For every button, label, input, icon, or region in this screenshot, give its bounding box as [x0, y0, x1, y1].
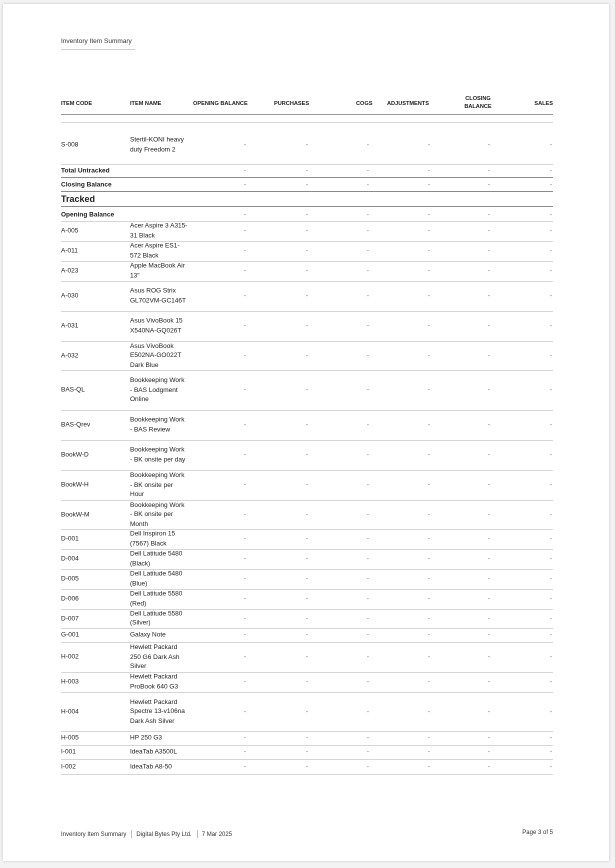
value-cell: -: [243, 481, 247, 489]
header-divider: [61, 114, 553, 115]
value-cell: -: [487, 734, 491, 742]
value-cell: -: [427, 763, 431, 770]
item-code: A-023: [61, 267, 79, 275]
value-cell: -: [549, 511, 553, 518]
value-cell: -: [243, 653, 247, 661]
footer-separator: [197, 830, 198, 838]
value-cell: -: [549, 267, 553, 275]
value-cell: -: [487, 763, 491, 770]
footer-company: Digital Bytes Pty Ltd.: [136, 831, 192, 838]
value-cell: -: [243, 555, 247, 563]
col-opening-balance: OPENING BALANCE: [193, 101, 248, 107]
value-cell: -: [366, 631, 370, 639]
row-label: Opening Balance: [61, 211, 115, 218]
item-code: BAS-Qrev: [61, 421, 91, 429]
value-cell: -: [427, 386, 431, 394]
value-cell: -: [549, 615, 553, 622]
value-cell: -: [549, 678, 553, 686]
item-code: A-031: [61, 322, 79, 330]
table-row: [61, 692, 553, 732]
value-cell: -: [427, 678, 431, 686]
value-cell: -: [305, 386, 309, 394]
value-cell: -: [427, 748, 431, 756]
value-cell: -: [366, 763, 370, 770]
opening-balance-row: [61, 208, 553, 222]
item-name: Dell Latitude 5480 (Black): [130, 550, 183, 567]
item-code: D-005: [61, 575, 79, 583]
table-row: [61, 529, 553, 550]
value-cell: -: [549, 451, 553, 459]
value-cell: -: [427, 511, 431, 518]
value-cell: -: [487, 631, 491, 639]
item-name: Hewlett Packard Spectre 13-v106na Dark Ash Silver: [130, 698, 185, 725]
item-code: H-004: [61, 708, 79, 715]
value-cell: -: [427, 615, 431, 622]
value-cell: -: [487, 595, 491, 603]
value-cell: -: [549, 211, 553, 218]
value-cell: -: [366, 421, 370, 429]
table-row: [61, 759, 553, 775]
value-cell: -: [487, 653, 491, 661]
value-cell: -: [366, 181, 370, 188]
value-cell: -: [487, 615, 491, 622]
value-cell: -: [366, 555, 370, 563]
value-cell: -: [243, 748, 247, 756]
item-code: I-001: [61, 748, 76, 756]
value-cell: -: [427, 421, 431, 429]
item-name: Galaxy Note: [130, 631, 166, 639]
value-cell: -: [549, 247, 553, 255]
tracked-section-title: Tracked: [61, 194, 96, 204]
value-cell: -: [305, 167, 309, 174]
section-divider: [61, 122, 553, 123]
footer-title: Inventory Item Summary: [61, 831, 127, 838]
value-cell: -: [366, 322, 370, 330]
value-cell: -: [427, 322, 431, 330]
value-cell: -: [305, 511, 309, 518]
value-cell: -: [427, 247, 431, 255]
value-cell: -: [487, 322, 491, 330]
value-cell: -: [487, 421, 491, 429]
value-cell: -: [305, 211, 309, 218]
value-cell: -: [487, 247, 491, 255]
value-cell: -: [366, 708, 370, 715]
value-cell: -: [549, 481, 553, 489]
value-cell: -: [305, 631, 309, 639]
col-item-name: ITEM NAME: [130, 101, 162, 107]
value-cell: -: [427, 653, 431, 661]
value-cell: -: [487, 678, 491, 686]
value-cell: -: [305, 708, 309, 715]
row-label: Closing Balance: [61, 181, 112, 188]
value-cell: -: [487, 575, 491, 583]
value-cell: -: [305, 181, 309, 188]
item-code: H-002: [61, 653, 79, 661]
page-footer: [61, 830, 553, 838]
table-row: [61, 672, 553, 693]
item-code: D-004: [61, 555, 79, 563]
value-cell: -: [366, 141, 370, 149]
report-title: Inventory Item Summary: [61, 38, 135, 50]
value-cell: -: [549, 734, 553, 742]
value-cell: -: [243, 352, 247, 359]
value-cell: -: [487, 227, 491, 235]
value-cell: -: [487, 167, 491, 174]
value-cell: -: [243, 678, 247, 686]
value-cell: -: [366, 615, 370, 622]
item-code: A-032: [61, 352, 79, 359]
item-name: Bookkeeping Work - BK onsite per Hour: [130, 471, 185, 498]
item-name: Dell Latitude 5580 (Red): [130, 590, 183, 607]
footer-page-number: Page 3 of 5: [522, 830, 553, 836]
item-name: Bookkeeping Work - BK onsite per Month: [130, 501, 185, 528]
value-cell: -: [549, 653, 553, 661]
value-cell: -: [549, 748, 553, 756]
value-cell: -: [366, 535, 370, 543]
total-untracked-row: [61, 164, 553, 178]
table-row: [61, 126, 553, 165]
value-cell: -: [549, 386, 553, 394]
value-cell: -: [487, 511, 491, 518]
item-name: Hewlett Packard 250 G6 Dark Ash Silver: [130, 643, 180, 670]
value-cell: -: [427, 555, 431, 563]
value-cell: -: [243, 211, 247, 218]
value-cell: -: [549, 421, 553, 429]
item-name: Dell Latitude 5580 (Silver): [130, 610, 183, 627]
value-cell: -: [487, 292, 491, 300]
item-code: D-007: [61, 615, 79, 622]
table-row: [61, 261, 553, 282]
value-cell: -: [305, 595, 309, 603]
table-row: [61, 221, 553, 242]
value-cell: -: [487, 181, 491, 188]
value-cell: -: [487, 555, 491, 563]
table-row: [61, 500, 553, 530]
value-cell: -: [243, 511, 247, 518]
value-cell: -: [427, 595, 431, 603]
value-cell: -: [487, 352, 491, 359]
value-cell: -: [366, 267, 370, 275]
item-name: IdeaTab A3500L: [130, 748, 177, 756]
item-code: A-005: [61, 227, 79, 235]
footer-separator: [131, 830, 132, 838]
table-row: [61, 642, 553, 673]
value-cell: -: [487, 481, 491, 489]
value-cell: -: [243, 631, 247, 639]
value-cell: -: [243, 615, 247, 622]
item-code: A-030: [61, 292, 79, 300]
item-name: HP 250 G3: [130, 734, 163, 742]
col-purchases: PURCHASES: [274, 101, 310, 107]
table-row: [61, 569, 553, 590]
col-closing-balance: CLOSING BALANCE: [464, 96, 492, 110]
item-name: Hewlett Packard ProBook 640 G3: [130, 673, 179, 690]
value-cell: -: [305, 748, 309, 756]
value-cell: -: [549, 708, 553, 715]
value-cell: -: [305, 227, 309, 235]
value-cell: -: [427, 292, 431, 300]
value-cell: -: [427, 211, 431, 218]
value-cell: -: [487, 267, 491, 275]
item-name: Bookkeeping Work - BAS Review: [130, 416, 185, 433]
table-row: [61, 241, 553, 262]
value-cell: -: [366, 292, 370, 300]
table-row: [61, 589, 553, 610]
value-cell: -: [305, 615, 309, 622]
table-header: [61, 92, 553, 114]
footer-date: 7 Mar 2025: [201, 831, 233, 838]
value-cell: -: [549, 292, 553, 300]
value-cell: -: [366, 481, 370, 489]
value-cell: -: [366, 678, 370, 686]
value-cell: -: [243, 167, 247, 174]
item-code: H-003: [61, 678, 79, 686]
item-code: BookW-H: [61, 481, 89, 489]
item-code: D-001: [61, 535, 79, 543]
table-row: [61, 341, 553, 371]
value-cell: -: [305, 555, 309, 563]
value-cell: -: [305, 141, 309, 149]
value-cell: -: [427, 141, 431, 149]
value-cell: -: [243, 181, 247, 188]
value-cell: -: [366, 653, 370, 661]
value-cell: -: [427, 535, 431, 543]
value-cell: -: [487, 141, 491, 149]
value-cell: -: [243, 734, 247, 742]
value-cell: -: [549, 181, 553, 188]
value-cell: -: [427, 575, 431, 583]
value-cell: -: [366, 247, 370, 255]
value-cell: -: [243, 267, 247, 275]
row-label: Total Untracked: [61, 167, 110, 174]
item-code: A-011: [61, 247, 78, 255]
item-code: G-001: [61, 631, 80, 639]
report-page: [3, 4, 609, 861]
value-cell: -: [427, 734, 431, 742]
value-cell: -: [305, 267, 309, 275]
item-name: Bookkeeping Work - BAS Lodgment Online: [130, 376, 185, 403]
value-cell: -: [305, 653, 309, 661]
value-cell: -: [549, 167, 553, 174]
table-row: [61, 745, 553, 760]
item-code: D-006: [61, 595, 79, 603]
item-code: H-005: [61, 734, 79, 742]
table-row: [61, 440, 553, 471]
value-cell: -: [366, 451, 370, 459]
item-name: Acer Aspire 3 A315-31 Black: [130, 222, 188, 239]
col-item-code: ITEM CODE: [61, 101, 93, 107]
value-cell: -: [243, 247, 247, 255]
item-name: Asus ROG Strix GL702VM-GC146T: [130, 287, 186, 304]
value-cell: -: [487, 211, 491, 218]
value-cell: -: [427, 352, 431, 359]
value-cell: -: [243, 595, 247, 603]
value-cell: -: [549, 227, 553, 235]
value-cell: -: [305, 575, 309, 583]
table-row: [61, 628, 553, 643]
value-cell: -: [243, 227, 247, 235]
value-cell: -: [243, 763, 247, 770]
value-cell: -: [305, 763, 309, 770]
value-cell: -: [549, 535, 553, 543]
value-cell: -: [305, 247, 309, 255]
value-cell: -: [549, 595, 553, 603]
item-code: BookW-D: [61, 451, 89, 459]
value-cell: -: [305, 451, 309, 459]
table-row: [61, 470, 553, 501]
item-name: Bookkeeping Work - BK onsite per day: [130, 446, 186, 463]
value-cell: -: [366, 386, 370, 394]
value-cell: -: [427, 451, 431, 459]
item-name: Asus VivoBook E502NA-GO022T Dark Blue: [130, 342, 182, 369]
table-row: [61, 549, 553, 570]
value-cell: -: [243, 575, 247, 583]
item-name: Apple MacBook Air 13": [130, 262, 185, 279]
value-cell: -: [243, 141, 247, 149]
value-cell: -: [305, 734, 309, 742]
col-adjustments: ADJUSTMENTS: [387, 101, 429, 107]
value-cell: -: [427, 267, 431, 275]
col-sales: SALES: [534, 101, 553, 107]
item-code: S-008: [61, 141, 79, 149]
value-cell: -: [305, 421, 309, 429]
value-cell: -: [487, 535, 491, 543]
table-row: [61, 609, 553, 629]
value-cell: -: [549, 631, 553, 639]
value-cell: -: [305, 292, 309, 300]
value-cell: -: [243, 386, 247, 394]
value-cell: -: [243, 322, 247, 330]
closing-balance-row: [61, 178, 553, 192]
value-cell: -: [305, 322, 309, 330]
item-name: Asus VivoBook 15 X540NA-GQ026T: [130, 317, 183, 334]
value-cell: -: [366, 595, 370, 603]
value-cell: -: [366, 575, 370, 583]
value-cell: -: [366, 748, 370, 756]
table-row: [61, 731, 553, 746]
item-name: Stertil-KONI heavy duty Freedom 2: [130, 136, 184, 153]
value-cell: -: [243, 708, 247, 715]
value-cell: -: [427, 481, 431, 489]
value-cell: -: [243, 421, 247, 429]
value-cell: -: [427, 227, 431, 235]
value-cell: -: [305, 481, 309, 489]
value-cell: -: [549, 555, 553, 563]
value-cell: -: [243, 292, 247, 300]
item-name: Dell Latitude 5480 (Blue): [130, 570, 183, 587]
table-row: [61, 281, 553, 312]
tracked-section-divider: [61, 206, 553, 207]
value-cell: -: [366, 511, 370, 518]
value-cell: -: [549, 763, 553, 770]
value-cell: -: [487, 708, 491, 715]
item-code: BookW-M: [61, 511, 90, 518]
value-cell: -: [549, 575, 553, 583]
value-cell: -: [549, 352, 553, 359]
value-cell: -: [366, 734, 370, 742]
value-cell: -: [366, 227, 370, 235]
value-cell: -: [549, 141, 553, 149]
item-name: Dell Inspiron 15 (7567) Black: [130, 530, 176, 547]
value-cell: -: [366, 352, 370, 359]
item-code: BAS-QL: [61, 386, 85, 394]
value-cell: -: [427, 631, 431, 639]
value-cell: -: [305, 352, 309, 359]
value-cell: -: [487, 748, 491, 756]
table-row: [61, 370, 553, 411]
value-cell: -: [305, 535, 309, 543]
table-row: [61, 410, 553, 441]
value-cell: -: [487, 386, 491, 394]
value-cell: -: [427, 708, 431, 715]
value-cell: -: [243, 535, 247, 543]
value-cell: -: [427, 167, 431, 174]
value-cell: -: [487, 451, 491, 459]
item-name: IdeaTab A8-50: [130, 762, 172, 770]
item-code: I-002: [61, 763, 76, 770]
value-cell: -: [549, 322, 553, 330]
item-name: Acer Aspire ES1-572 Black: [130, 242, 180, 259]
value-cell: -: [305, 678, 309, 686]
table-row: [61, 311, 553, 342]
value-cell: -: [427, 181, 431, 188]
value-cell: -: [366, 167, 370, 174]
col-cogs: COGS: [356, 101, 373, 107]
value-cell: -: [366, 211, 370, 218]
value-cell: -: [243, 451, 247, 459]
